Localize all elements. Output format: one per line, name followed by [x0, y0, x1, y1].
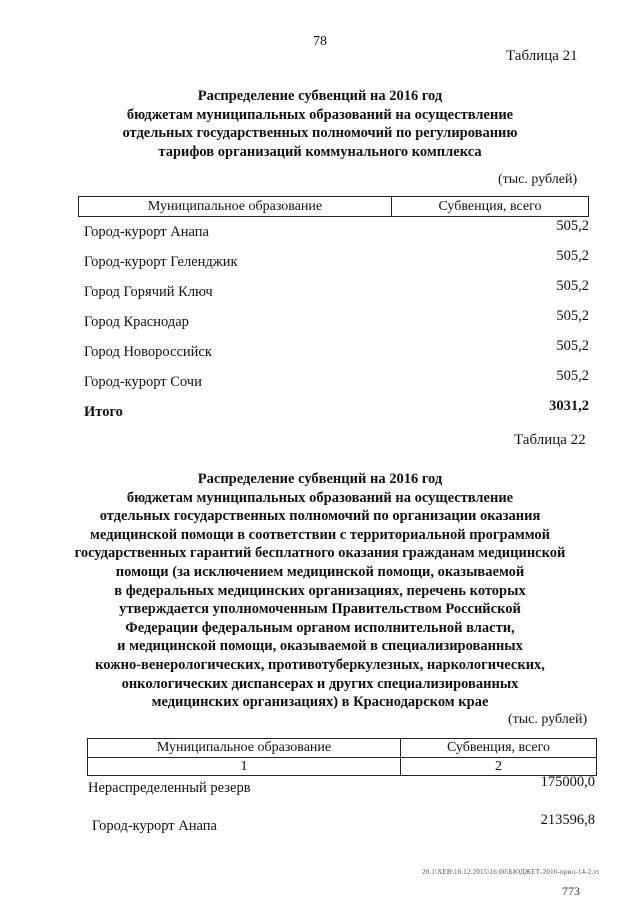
table-row — [84, 248, 589, 274]
row-name: Город Новороссийск — [84, 344, 212, 360]
row-name: Город Горячий Ключ — [84, 284, 213, 300]
row-value: 505,2 — [556, 278, 589, 294]
title-line: медицинской помощи в соответствии с территориальной программой — [90, 526, 550, 543]
row-value: 213596,8 — [540, 812, 595, 828]
table-21-unit: (тыс. рублей) — [498, 172, 578, 187]
row-name: Нераспределенный резерв — [88, 780, 251, 796]
title-line: государственных гарантий бесплатного оказания гражданам медицинской — [74, 545, 566, 562]
row-value: 505,2 — [556, 368, 589, 384]
row-value: 505,2 — [556, 218, 589, 234]
title-line: бюджетам муниципальных образований на осуществление — [126, 106, 514, 123]
table-22-unit: (тыс. рублей) — [508, 712, 588, 727]
table-21-header — [78, 196, 589, 217]
header-municipality: Муниципальное образование — [147, 198, 323, 214]
table-row — [84, 308, 589, 334]
row-value: 505,2 — [556, 308, 589, 324]
title-line: утверждается уполномоченным Правительством Российской — [119, 601, 521, 618]
column-number-1: 1 — [240, 758, 248, 774]
table-22-label: Таблица 22 — [514, 432, 586, 448]
title-line: помощи (за исключением медицинской помощи, оказываемой — [115, 563, 525, 580]
title-line: кожно-венерологических, противотуберкулезных, наркологических, — [95, 656, 545, 673]
table-row — [84, 368, 589, 394]
table-row — [84, 338, 589, 364]
row-name: Город-курорт Анапа — [84, 224, 209, 240]
title-line: тарифов организаций коммунального комплекса — [158, 143, 482, 160]
table-row — [88, 774, 595, 800]
title-line: Распределение субвенций на 2016 год — [197, 471, 443, 487]
table-21-title — [60, 87, 580, 161]
header-municipality: Муниципальное образование — [156, 740, 332, 755]
table-22-header — [87, 738, 597, 776]
row-name: Город-курорт Геленджик — [84, 254, 238, 270]
table-22-title — [50, 470, 590, 712]
title-line: Федерации федеральным органом исполнительной власти, — [125, 619, 515, 636]
row-name: Город-курорт Сочи — [84, 374, 202, 390]
row-name: Город Краснодар — [84, 314, 189, 330]
table-21-label: Таблица 21 — [506, 48, 578, 64]
table-row — [84, 218, 589, 244]
header-subvention: Субвенция, всего — [446, 740, 551, 755]
page-stamp: 773 — [562, 884, 580, 898]
file-stamp: 20.1\XEB\18.12.2015\16:00\БЮДЖЕТ-2016-прил-14-2.vt — [422, 868, 600, 876]
header-divider — [400, 739, 401, 775]
total-label: Итого — [84, 404, 123, 420]
table-total-row — [84, 398, 589, 424]
row-value: 175000,0 — [540, 774, 595, 790]
title-line: Распределение субвенций на 2016 год — [197, 88, 443, 104]
title-line: бюджетам муниципальных образований на осуществление — [126, 489, 514, 506]
total-value: 3031,2 — [549, 398, 589, 414]
title-line: отдельных государственных полномочий по регулированию — [122, 125, 518, 142]
title-line: и медицинской помощи, оказываемой в специализированных — [117, 638, 523, 655]
row-value: 505,2 — [556, 248, 589, 264]
title-line: медицинских организациях) в Краснодарском крае — [151, 694, 489, 711]
title-line: онкологических диспансерах и других специализированных — [121, 675, 519, 692]
title-line: отдельных государственных полномочий по организации оказания — [99, 508, 541, 525]
table-row — [92, 812, 595, 838]
row-value: 505,2 — [556, 338, 589, 354]
header-subvention: Субвенция, всего — [438, 198, 542, 214]
column-number-2: 2 — [495, 758, 502, 774]
page-number: 78 — [313, 34, 327, 49]
table-row — [84, 278, 589, 304]
title-line: в федеральных медицинских организациях, перечень которых — [114, 582, 526, 599]
row-name: Город-курорт Анапа — [92, 818, 217, 834]
